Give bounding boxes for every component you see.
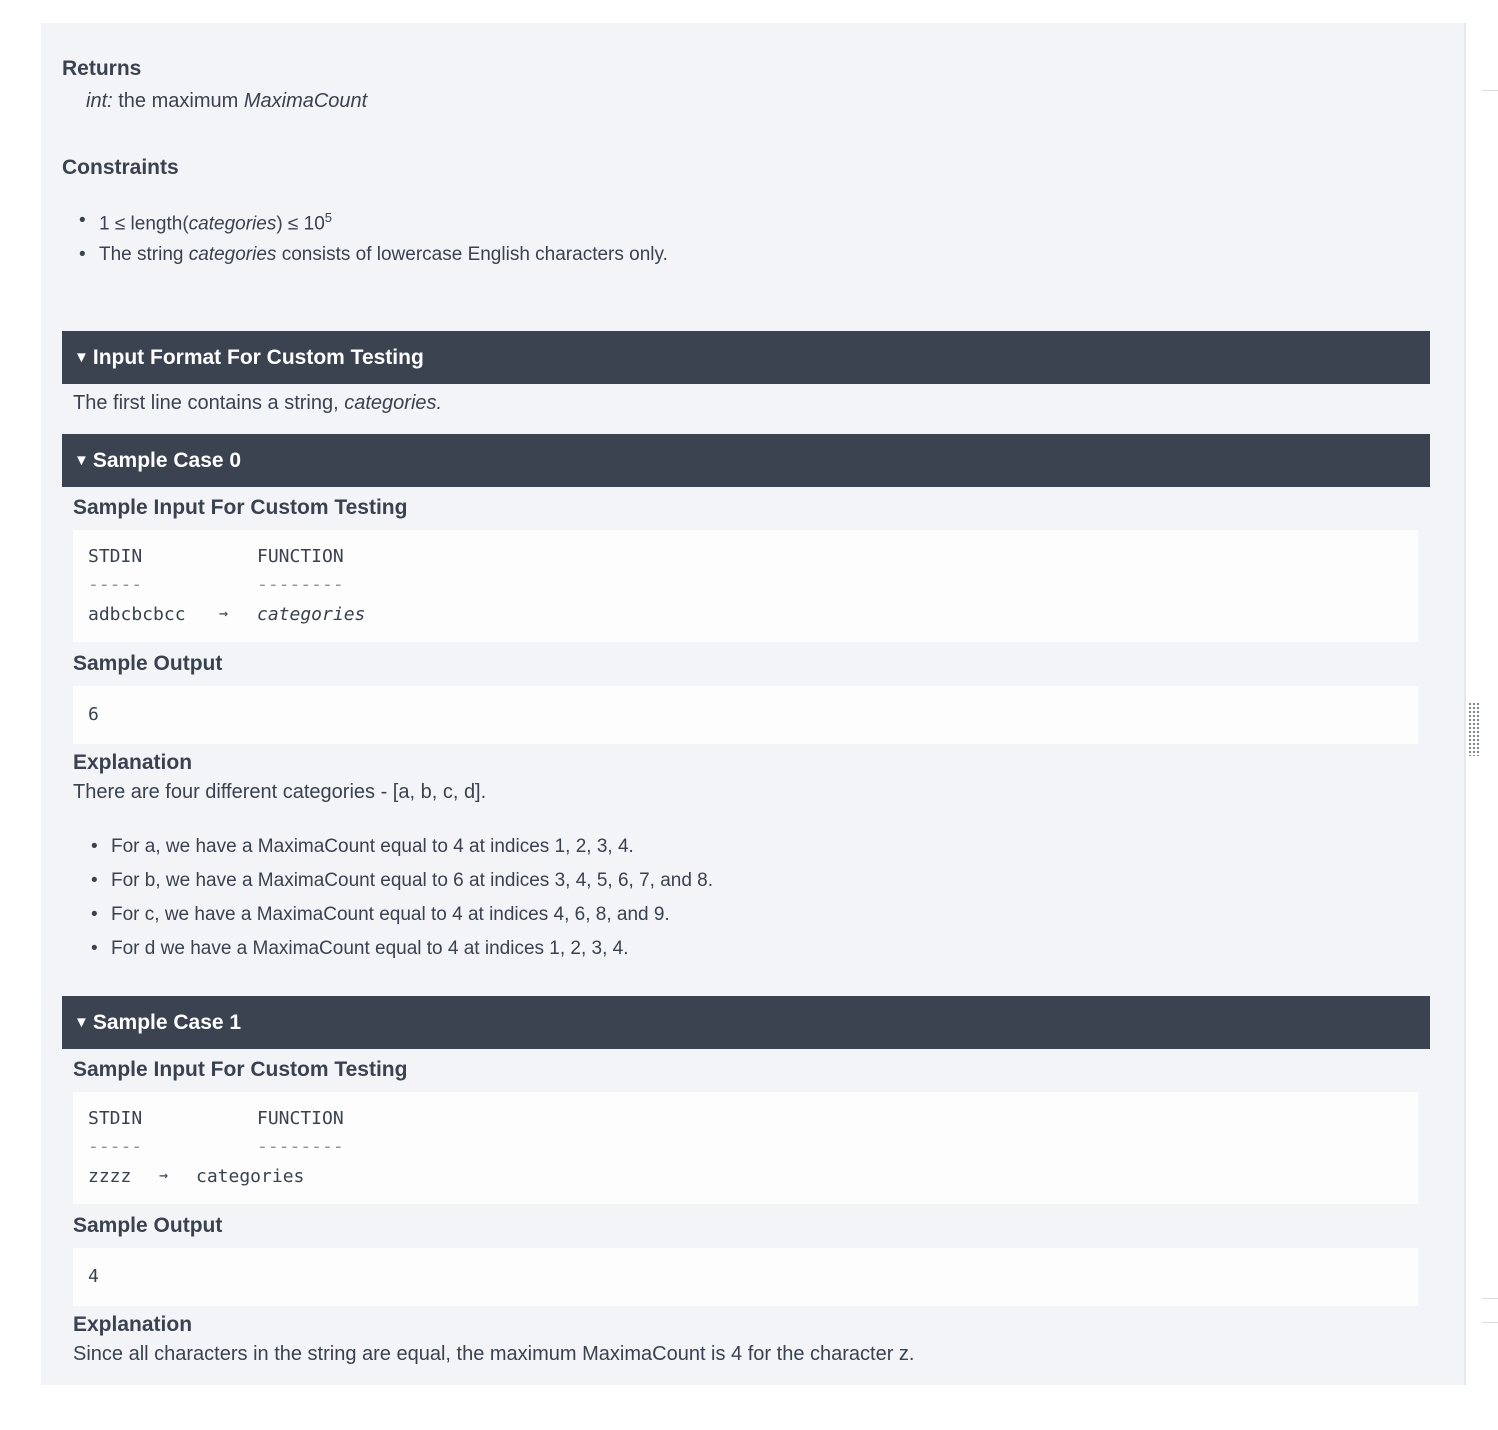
explanation-text: There are four different categories - [a, b, c, d]. [73, 781, 487, 803]
stdin-divider: ----- [88, 1136, 143, 1157]
sample-input-code-block [73, 530, 1418, 642]
explanation-list [111, 836, 713, 972]
input-format-title: Input Format For Custom Testing [92, 345, 424, 369]
sample-input-code-block [73, 1092, 1418, 1204]
function-column-label: FUNCTION [257, 1108, 344, 1129]
function-value: categories [196, 1166, 305, 1187]
returns-heading: Returns [62, 57, 142, 80]
sample-input-heading: Sample Input For Custom Testing [73, 496, 408, 519]
sample-input-heading: Sample Input For Custom Testing [73, 1058, 408, 1081]
right-pane-edge-line [1482, 90, 1498, 91]
sample-case-1-header[interactable] [62, 996, 1430, 1049]
sample-case-1-title: Sample Case 1 [92, 1010, 242, 1034]
sample-output-heading: Sample Output [73, 652, 223, 675]
explanation-item: • For d we have a MaximaCount equal to 4 at indices 1, 2, 3, 4. [111, 938, 713, 972]
function-divider: -------- [257, 1136, 344, 1157]
constraints-list [99, 210, 668, 266]
explanation-item: • For c, we have a MaximaCount equal to 4 at indices 4, 6, 8, and 9. [111, 904, 713, 938]
input-format-text: The first line contains a string, categories. [73, 392, 443, 414]
sample-output-code-block [73, 1248, 1418, 1306]
triangle-down-icon: ▼ [74, 452, 89, 469]
sample-output-value: 6 [88, 704, 99, 725]
constraint-item: • 1 ≤ length(categories) ≤ $10^5$ [99, 210, 668, 244]
function-value: categories [257, 604, 366, 625]
input-format-section-header[interactable] [62, 331, 1430, 384]
explanation-text: Since all characters in the string are equal, the maximum MaximaCount is 4 for the character z. [73, 1343, 915, 1365]
arrow-icon: → [159, 1166, 169, 1184]
sample-case-0-title: Sample Case 0 [92, 448, 242, 472]
explanation-heading: Explanation [73, 1313, 193, 1336]
returns-description [86, 90, 367, 113]
constraints-heading: Constraints [62, 156, 179, 179]
stdin-value: zzzz [88, 1166, 132, 1187]
sample-output-code-block [73, 686, 1418, 744]
constraint-item: • The string categories consists of lowercase English characters only. [99, 244, 668, 266]
returns-desc-prefix: the maximum [118, 90, 239, 112]
pane-divider[interactable] [1464, 23, 1466, 1385]
stdin-divider: ----- [88, 574, 143, 595]
explanation-item: • For b, we have a MaximaCount equal to 6 at indices 3, 4, 5, 6, 7, and 8. [111, 870, 713, 904]
stdin-column-label: STDIN [88, 546, 143, 567]
stdin-column-label: STDIN [88, 1108, 143, 1129]
right-pane-edge-line [1482, 1298, 1498, 1299]
triangle-down-icon: ▼ [74, 1014, 89, 1031]
sample-output-heading: Sample Output [73, 1214, 223, 1237]
function-column-label: FUNCTION [257, 546, 344, 567]
returns-desc-name: MaximaCount [243, 90, 368, 112]
returns-type: int: [86, 90, 113, 112]
drag-handle-icon[interactable] [1468, 702, 1480, 756]
sample-output-value: 4 [88, 1266, 99, 1287]
arrow-icon: → [219, 604, 229, 622]
function-divider: -------- [257, 574, 344, 595]
stdin-value: adbcbcbcc [88, 604, 186, 625]
right-pane-edge-line [1482, 1322, 1498, 1323]
explanation-item: • For a, we have a MaximaCount equal to 4 at indices 1, 2, 3, 4. [111, 836, 713, 870]
sample-case-0-header[interactable] [62, 434, 1430, 487]
triangle-down-icon: ▼ [74, 349, 89, 366]
explanation-heading: Explanation [73, 751, 193, 774]
